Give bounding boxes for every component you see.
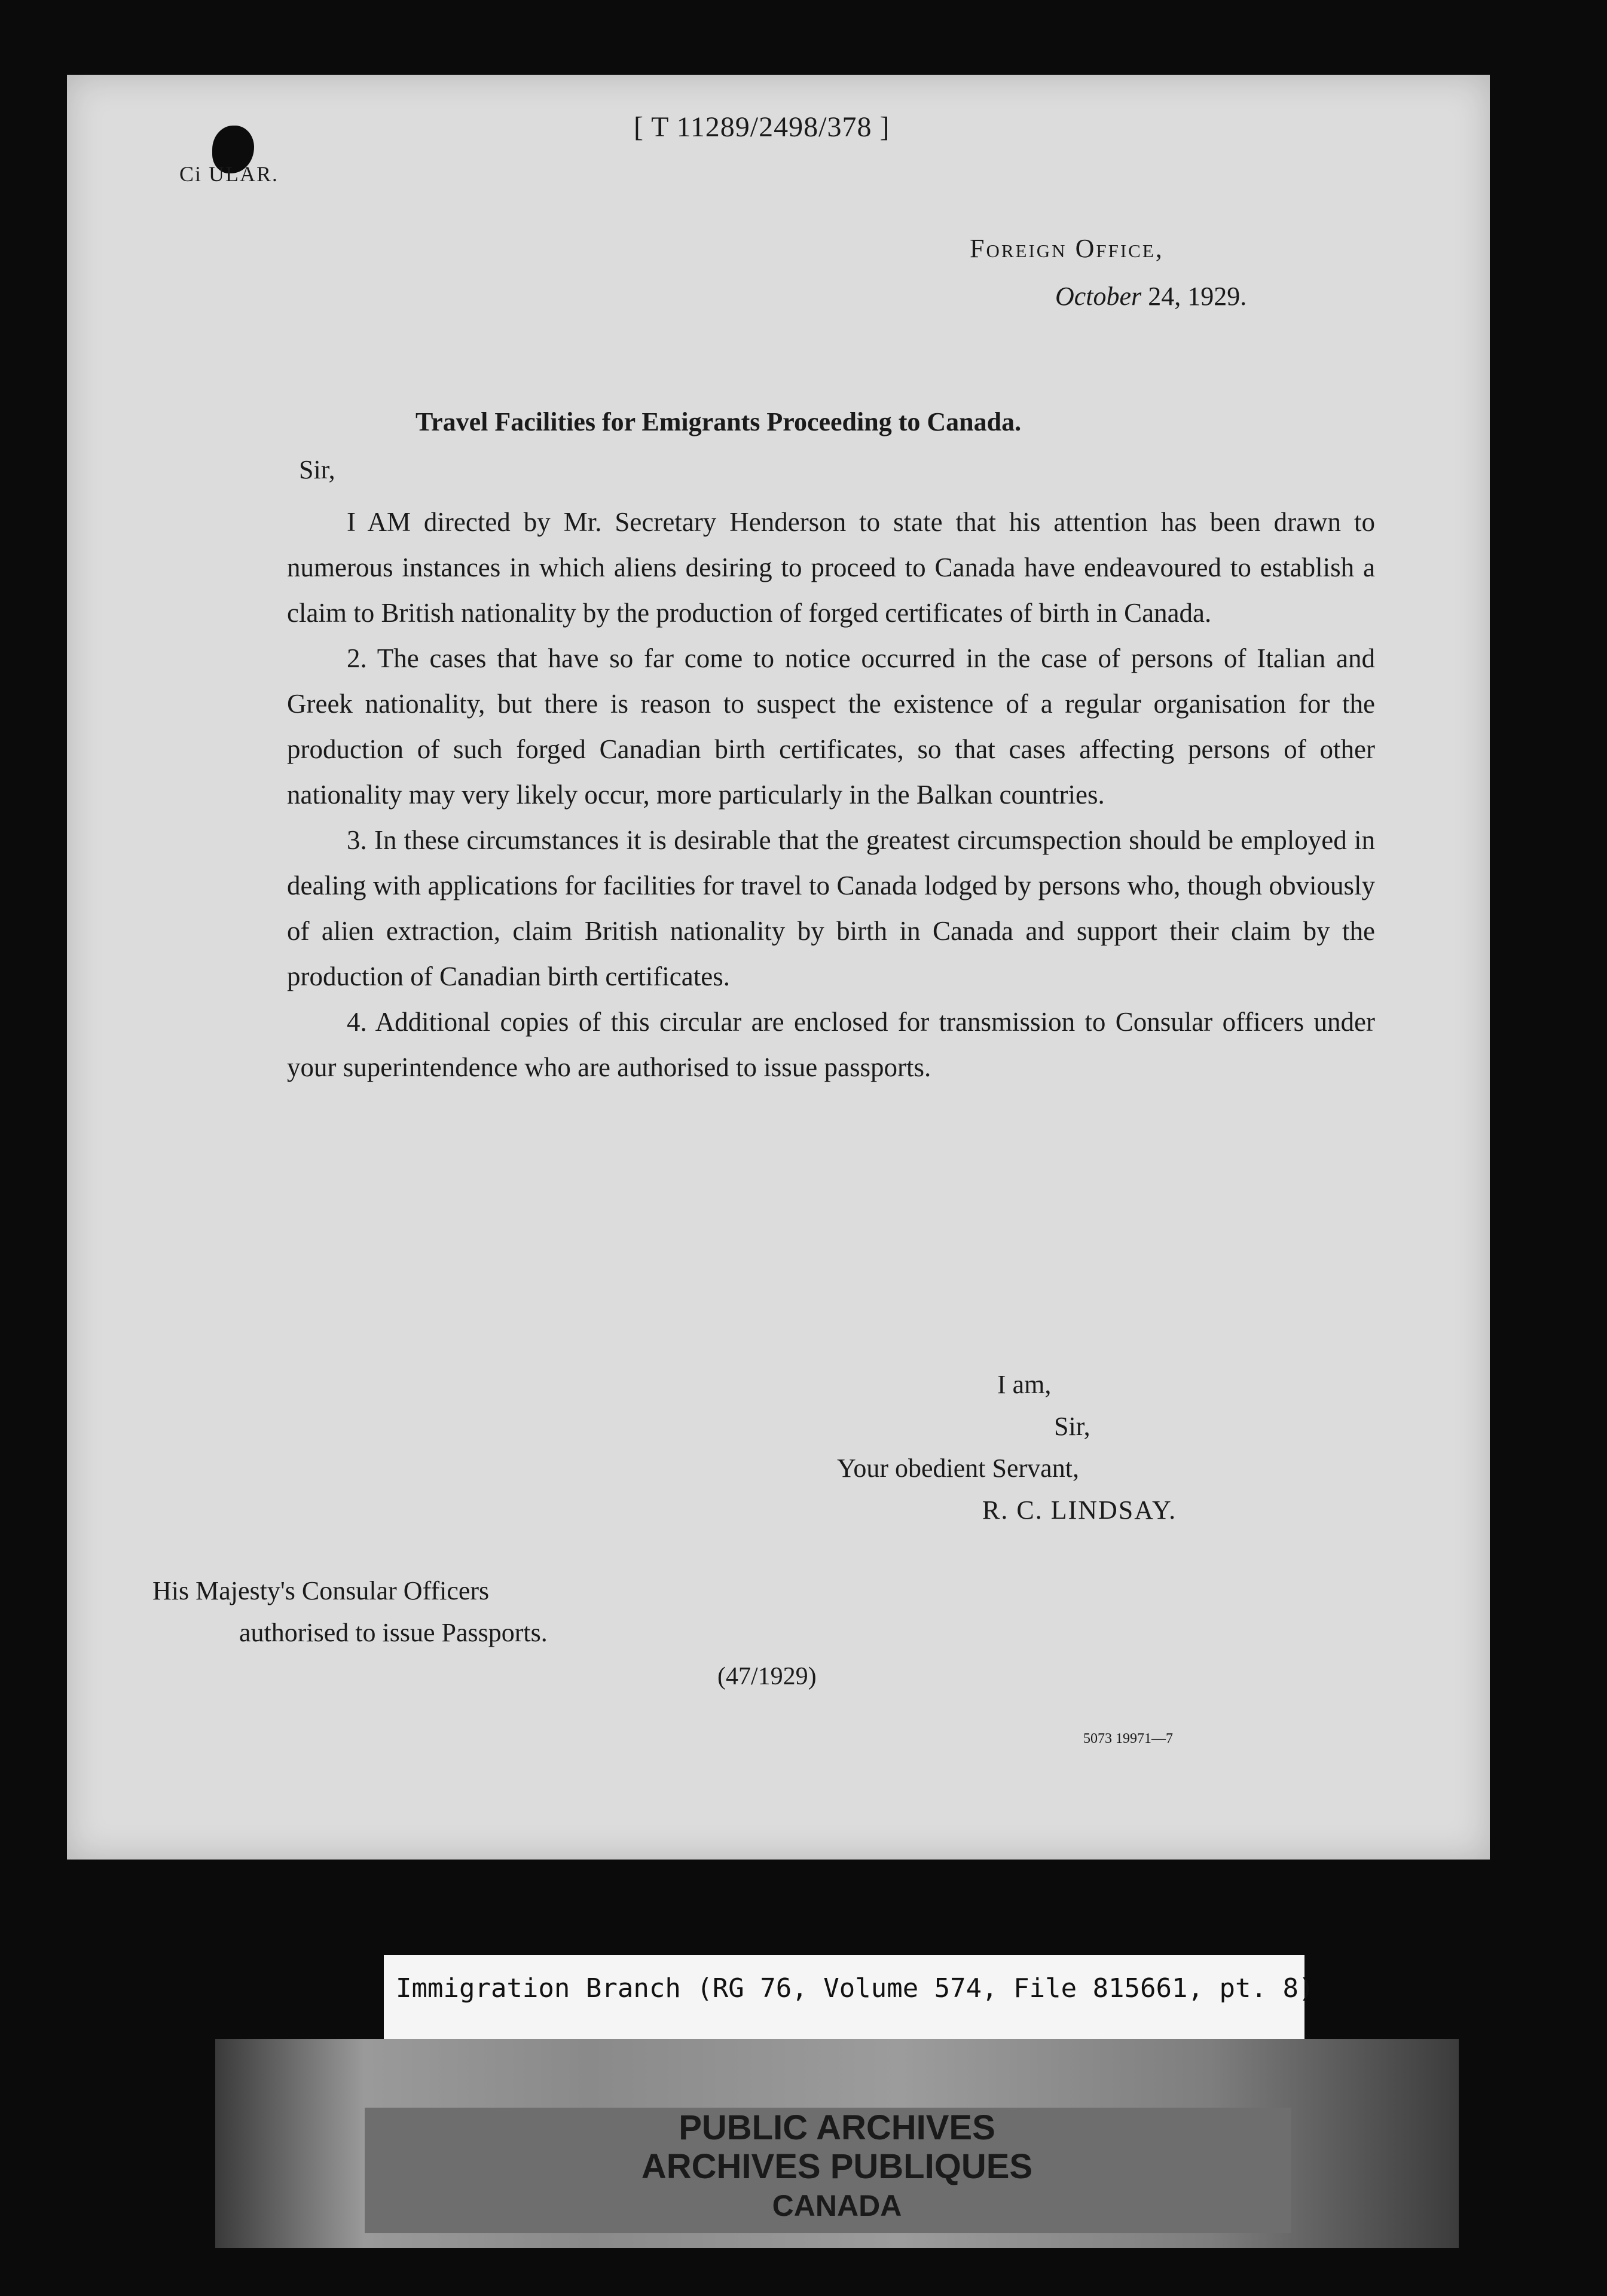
signatory-name: R. C. LINDSAY.: [982, 1495, 1177, 1525]
print-code: 5073 19971—7: [1083, 1731, 1173, 1747]
addressee-line-1: His Majesty's Consular Officers: [152, 1576, 490, 1605]
archive-caption-strip: [384, 1955, 1315, 2039]
sender-office: Foreign Office,: [970, 234, 1164, 263]
letter-date: [1055, 281, 1247, 312]
closing-sir: Sir,: [1054, 1412, 1090, 1441]
stamp-line-3: CANADA: [772, 2189, 902, 2222]
date-month: October: [1055, 282, 1142, 311]
paragraph-3: 3. In these circumstances it is desirable that the greatest circumspection should be employed in dealing with applications for facilities for travel to Canada lodged by persons who, though obviously of alien extraction, claim British nationality by birth in Canada and support their claim by the production of Canadian birth certificates.: [287, 825, 1375, 991]
stamp-line-1: PUBLIC ARCHIVES: [679, 2108, 995, 2147]
archive-caption: Immigration Branch (RG 76, Volume 574, File 815661, pt. 8): [396, 1973, 1315, 2004]
archive-stamp-area: [215, 2039, 1459, 2248]
stamp-line-2: ARCHIVES PUBLIQUES: [641, 2147, 1033, 2186]
addressee-line-2: authorised to issue Passports.: [239, 1618, 548, 1647]
circular-label: Ci ULAR.: [179, 162, 279, 186]
salutation: Sir,: [299, 455, 335, 484]
paragraph-4: 4. Additional copies of this circular are enclosed for transmission to Consular officers under your superintendence who are authorised to issue passports.: [287, 1007, 1375, 1082]
letter-body: [287, 499, 1375, 1090]
paragraph-1: I AM directed by Mr. Secretary Henderson to state that his attention has been drawn to numerous instances in which aliens desiring to proceed to Canada have endeavoured to establish a claim to British nationality by the production of forged certificates of birth in Canada.: [287, 507, 1375, 628]
paragraph-2: 2. The cases that have so far come to notice occurred in the case of persons of Italian and Greek nationality, but there is reason to suspect the existence of a regular organisation for the production of such forged Canadian birth certificates, so that cases affecting persons of other nationality may very likely occur, more particularly in the Balkan countries.: [287, 643, 1375, 810]
letter-heading: Travel Facilities for Emigrants Proceeding to Canada.: [416, 407, 1022, 436]
closing-servant: Your obedient Servant,: [837, 1454, 1079, 1483]
circular-number: (47/1929): [717, 1663, 817, 1690]
file-reference: [ T 11289/2498/378 ]: [634, 111, 890, 143]
date-day-year: 24, 1929.: [1141, 282, 1247, 311]
closing-i-am: I am,: [997, 1370, 1052, 1399]
